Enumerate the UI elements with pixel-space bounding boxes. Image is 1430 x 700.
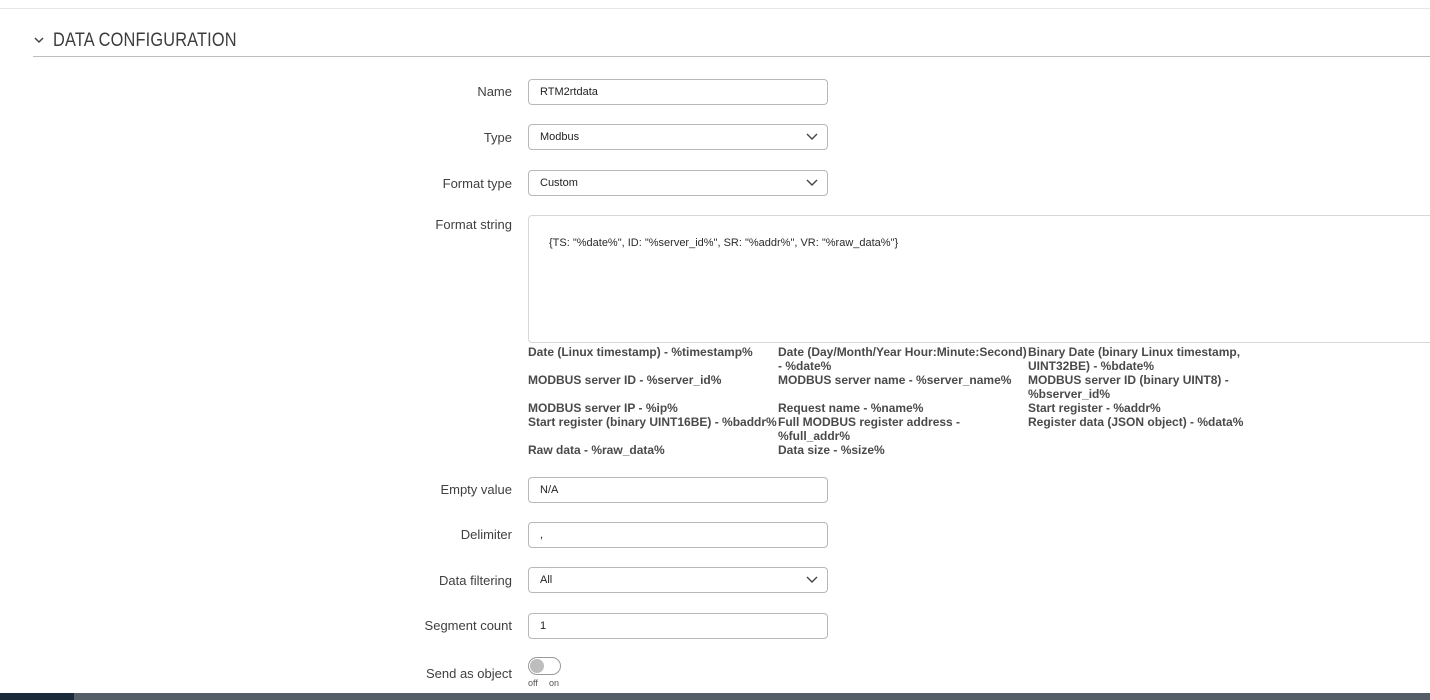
hint-item: Start register - %addr% [1028,401,1161,415]
hint-item: Start register (binary UINT16BE) - %baddr% [528,415,777,429]
hint-item: Data size - %size% [778,443,885,457]
send-as-object-toggle[interactable] [528,657,561,675]
delimiter-label: Delimiter [460,527,512,542]
top-divider [0,8,1430,9]
name-input[interactable] [528,79,828,105]
type-select[interactable] [528,124,828,150]
hint-item: Request name - %name% [778,401,924,415]
bottom-bar [0,693,1430,700]
data-filtering-select[interactable] [528,567,828,593]
toggle-on-label: on [549,678,560,688]
name-label: Name [477,84,512,99]
delimiter-value: , [540,529,544,541]
format-string-label: Format string [435,217,512,232]
section-title: DATA CONFIGURATION [53,30,237,51]
hint-item: Register data (JSON object) - %data% [1028,415,1244,429]
chevron-down-icon [806,133,818,141]
hint-item: Binary Date (binary Linux timestamp, UINT32BE) - %bdate% [1028,345,1241,373]
hint-item: MODBUS server ID - %server_id% [528,373,722,387]
hint-item: Date (Day/Month/Year Hour:Minute:Second) - %date% [778,345,1027,373]
chevron-down-icon [806,576,818,584]
segment-count-input[interactable] [528,613,828,639]
format-type-select[interactable] [528,170,828,196]
hint-item: MODBUS server name - %server_name% [778,373,1012,387]
empty-value-label: Empty value [440,482,512,497]
format-string-value: {TS: "%date%", ID: "%server_id%", SR: "%addr%", VR: "%raw_data%"} [549,237,899,249]
hint-item: Full MODBUS register address - %full_addr% [778,415,961,443]
segment-count-label: Segment count [424,618,512,633]
data-filtering-value: All [540,574,553,586]
data-filtering-label: Data filtering [439,573,512,588]
toggle-knob [530,659,544,673]
hint-item: Raw data - %raw_data% [528,443,665,457]
delimiter-input[interactable] [528,522,828,548]
chevron-down-icon [806,179,818,187]
hint-item: MODBUS server ID (binary UINT8) - %bserver_id% [1028,373,1229,401]
type-label: Type [483,130,512,145]
hint-item: Date (Linux timestamp) - %timestamp% [528,345,753,359]
segment-count-value: 1 [540,620,547,632]
name-value: RTM2rtdata [540,86,598,98]
send-as-object-label: Send as object [425,666,512,681]
hint-item: MODBUS server IP - %ip% [528,401,678,415]
format-string-textarea[interactable] [528,215,1430,343]
empty-value-input[interactable] [528,477,828,503]
data-configuration-header[interactable] [33,28,1430,57]
bottom-bar-accent [0,693,74,700]
format-type-label: Format type [442,176,512,191]
type-value: Modbus [540,131,580,143]
toggle-off-label: off [528,678,538,688]
chevron-down-icon[interactable] [33,34,45,46]
empty-value-value: N/A [540,484,559,496]
format-type-value: Custom [540,177,578,189]
